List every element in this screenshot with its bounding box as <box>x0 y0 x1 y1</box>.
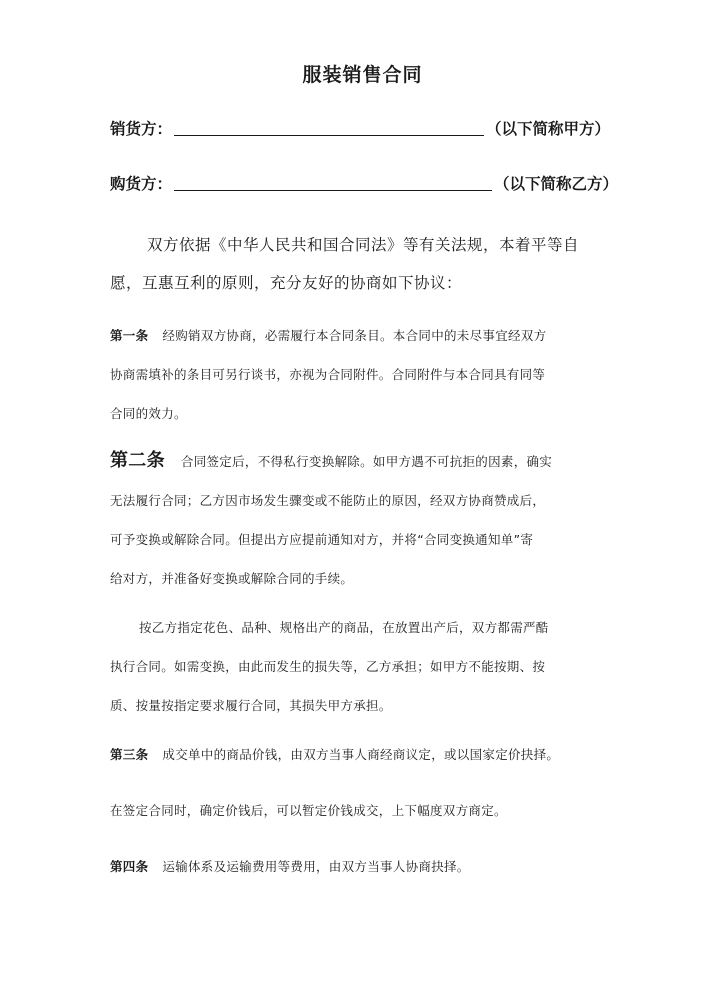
document-title: 服装销售合同 <box>302 64 423 86</box>
price-text: 在签定合同时，确定价钱后，可以暂定价钱成交，上下幅度双方商定。 <box>110 803 507 818</box>
article-2-text: 可予变换或解除合同。但提出方应提前通知对方，并将“合同变换通知单”寄 <box>110 532 534 547</box>
intro-paragraph <box>110 226 630 302</box>
article-3 <box>110 735 630 774</box>
goods-text: 按乙方指定花色、品种、规格出产的商品，在放置出产后，双方都需严酷 <box>139 620 549 635</box>
goods-text: 执行合同。如需变换，由此而发生的损失等，乙方承担；如甲方不能按期、按 <box>110 659 546 674</box>
article-3-text: 成交单中的商品价钱，由双方当事人商经商议定，或以国家定价抉择。 <box>162 747 560 762</box>
article-4-label: 第四条 <box>110 859 149 874</box>
buyer-line <box>110 172 618 194</box>
seller-label: 销货方： <box>110 119 173 138</box>
buyer-suffix: （以下简称乙方） <box>494 174 619 193</box>
article-1-text: 协商需填补的条目可另行谈书，亦视为合同附件。合同附件与本合同具有同等 <box>110 367 546 382</box>
buyer-blank-field[interactable] <box>174 176 492 191</box>
article-2-text: 合同签定后，不得私行变换解除。如甲方遇不可抗拒的因素，确实 <box>180 454 553 469</box>
article-1-label: 第一条 <box>110 328 149 343</box>
intro-line: 愿，互惠互利的原则，充分友好的协商如下协议： <box>110 274 463 292</box>
price-paragraph <box>110 791 630 830</box>
article-4-text: 运输体系及运输费用等费用，由双方当事人协商抉择。 <box>162 859 470 874</box>
seller-blank-field[interactable] <box>174 121 484 136</box>
goods-paragraph <box>110 608 630 725</box>
article-2-text: 无法履行合同；乙方因市场发生骤变或不能防止的原因，经双方协商赞成后， <box>110 493 546 508</box>
seller-line <box>110 117 610 139</box>
article-1-text: 合同的效力。 <box>110 406 187 421</box>
article-4 <box>110 847 630 886</box>
article-2-label: 第二条 <box>110 450 165 471</box>
intro-line: 双方依据《中华人民共和国合同法》等有关法规，本着平等自 <box>147 236 580 254</box>
article-2 <box>110 441 630 598</box>
seller-suffix: （以下简称甲方） <box>486 119 611 138</box>
article-1-text: 经购销双方协商，必需履行本合同条目。本合同中的未尽事宜经双方 <box>162 328 547 343</box>
article-1 <box>110 316 630 433</box>
article-3-label: 第三条 <box>110 747 149 762</box>
goods-text: 质、按量按指定要求履行合同，其损失甲方承担。 <box>110 698 392 713</box>
buyer-label: 购货方： <box>110 174 173 193</box>
article-2-text: 给对方，并准备好变换或解除合同的手续。 <box>110 571 354 586</box>
